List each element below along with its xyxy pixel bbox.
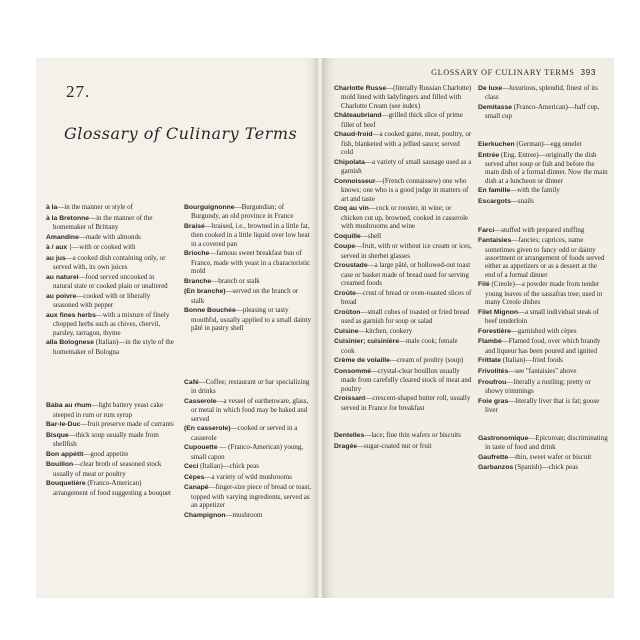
glossary-entry <box>478 103 608 121</box>
right-column-2 <box>478 84 608 474</box>
glossary-definition: (Italian)—in the style of the homemaker of Bologna <box>53 338 174 356</box>
glossary-definition: —pleasing or tasty mouthful, usually applied to a small dainty pâté in pastry shell <box>191 306 311 333</box>
glossary-definition: (Italian)—fried foods <box>501 356 563 365</box>
glossary-term: Bisque <box>46 431 69 439</box>
glossary-entry <box>478 434 608 452</box>
glossary-definition: —cooked with or liberally seasoned with pepper <box>53 291 151 310</box>
glossary-definition: —a vessel of earthenware, glass, or metal in which food may be baked and served <box>191 396 309 423</box>
glossary-entry <box>46 203 174 212</box>
glossary-entry <box>334 111 472 129</box>
glossary-term: Dragée <box>334 442 358 450</box>
chapter-number: 27. <box>66 82 91 101</box>
glossary-term: Frittate <box>478 357 502 365</box>
glossary-definition: —served on the branch or stalk <box>191 287 299 305</box>
glossary-term: Châteaubriand <box>334 112 382 120</box>
glossary-term: aux fines herbs <box>46 311 96 319</box>
glossary-definition: —snails <box>510 197 534 205</box>
glossary-term: Demitasse <box>478 104 513 111</box>
glossary-entry <box>46 450 174 459</box>
glossary-entry <box>334 289 472 307</box>
glossary-entry <box>478 226 608 235</box>
glossary-definition: —cooked or served in a casserole <box>191 424 298 442</box>
glossary-definition: —shell <box>360 231 382 240</box>
glossary-term: Fantaisies <box>478 237 512 245</box>
glossary-term: Filet Mignon <box>478 308 519 316</box>
glossary-entry <box>334 442 472 451</box>
glossary-term: Bon appétit <box>46 450 84 458</box>
glossary-term: Cèpes <box>184 473 205 481</box>
glossary-definition: —Burgundian; of Burgundy, an old province in France <box>191 203 294 221</box>
glossary-term: Farci <box>478 226 495 234</box>
glossary-definition: —good appetite <box>83 449 129 458</box>
glossary-entry <box>334 158 472 176</box>
glossary-entry <box>46 479 174 497</box>
glossary-term: Baba au rhum <box>46 402 92 410</box>
glossary-definition: —clear broth of seasoned stock usually of meat or poultry <box>53 460 162 478</box>
glossary-entry <box>334 327 472 336</box>
glossary-term: Amandine <box>46 233 79 241</box>
right-column-1 <box>334 84 472 452</box>
glossary-entry <box>334 308 472 326</box>
glossary-definition: —in the manner or style of <box>57 203 133 211</box>
glossary-entry <box>478 327 608 336</box>
glossary-definition: (Eng. Entree)—originally the dish served after soup or fish and before the main dish of a formal dinner. Now the main dish at a luncheon or dinner <box>485 150 608 185</box>
glossary-entry <box>46 401 174 419</box>
glossary-definition: —crystal-clear bouillon usually made from carefully cleared stock of meat and poultry <box>341 366 472 393</box>
glossary-definition: —a variety of wild mushrooms <box>204 472 292 481</box>
glossary-definition: —a large pâté, or hollowed-out toast case or basket made of bread used for serving creamed foods <box>341 261 471 288</box>
glossary-entry <box>478 367 608 376</box>
glossary-term: Bonne Bouchée <box>184 307 236 315</box>
glossary-entry <box>184 378 312 396</box>
glossary-definition: —Flamed food, over which brandy and liqueur has been poured and ignited <box>485 337 601 355</box>
glossary-entry <box>478 280 608 306</box>
glossary-definition: —made with almonds <box>78 232 141 241</box>
glossary-term: Filé <box>478 281 490 289</box>
glossary-entry <box>478 140 608 149</box>
section-gap <box>184 334 312 378</box>
glossary-term: Croûte <box>334 289 356 297</box>
glossary-definition: —with the family <box>510 186 560 195</box>
glossary-entry <box>478 236 608 279</box>
glossary-definition: —crescent-shaped butter roll, usually served in France for breakfast <box>341 394 471 412</box>
glossary-term: Connoisseur <box>334 177 376 185</box>
glossary-entry <box>334 242 472 260</box>
glossary-term: Casserole <box>184 397 217 405</box>
glossary-term: Bar-le-Duc <box>46 421 81 429</box>
glossary-term: Bourguignonne <box>184 204 235 211</box>
glossary-definition: —braised, i.e., browned in a little fat, then cooked in a little liquid over low heat in a covered pan <box>191 222 310 248</box>
glossary-term: Coquille <box>334 232 361 240</box>
glossary-entry <box>478 197 608 206</box>
glossary-term: (En casserole) <box>184 425 231 433</box>
glossary-term: Flambé <box>478 338 502 346</box>
glossary-entry <box>478 151 608 186</box>
glossary-definition: —finger-size piece of bread or toast, topped with varying ingredients, served as an appetizer <box>191 483 312 510</box>
running-head <box>431 68 596 77</box>
glossary-entry <box>334 130 472 156</box>
glossary-definition: —mushroom <box>225 510 263 519</box>
glossary-entry <box>334 337 472 355</box>
glossary-entry <box>46 460 174 478</box>
glossary-entry <box>478 378 608 396</box>
glossary-entry <box>478 308 608 326</box>
glossary-term: Canapé <box>184 484 209 492</box>
glossary-entry <box>478 186 608 195</box>
glossary-term: De luxe <box>478 85 503 92</box>
glossary-term: Braisé <box>184 223 205 230</box>
glossary-term: Champignon <box>184 511 226 519</box>
glossary-term: Coupe <box>334 243 356 251</box>
glossary-term: Forestière <box>478 327 511 335</box>
glossary-definition: —luxurious, splendid, finest of its class <box>485 84 598 102</box>
glossary-definition: (Franco-American)—half cup, small cup <box>485 103 600 121</box>
glossary-entry <box>184 222 312 248</box>
glossary-term: Cuisinier; cuisinière <box>334 338 399 346</box>
section-gap <box>478 122 608 140</box>
glossary-definition: —stuffed with prepared stuffing <box>494 225 585 234</box>
glossary-term: Escargots <box>478 198 511 205</box>
glossary-definition: —kitchen, cookery <box>358 326 413 335</box>
glossary-term: Bouillon <box>46 461 74 469</box>
glossary-term: Gastronomique <box>478 434 529 442</box>
section-gap <box>478 208 608 226</box>
glossary-entry <box>46 431 174 449</box>
glossary-entry <box>478 337 608 355</box>
glossary-entry <box>334 356 472 365</box>
glossary-definition: —a cooked dish containing only, or served with, its own juices <box>53 253 166 272</box>
glossary-entry <box>478 397 608 415</box>
glossary-entry <box>334 232 472 241</box>
glossary-entry <box>184 277 312 286</box>
glossary-entry <box>334 84 472 110</box>
glossary-term: Bouquetière <box>46 480 86 488</box>
glossary-term: Crème de volaille <box>334 357 390 365</box>
left-column-2 <box>184 203 312 521</box>
glossary-entry <box>184 483 312 509</box>
glossary-entry <box>46 214 174 232</box>
glossary-definition: —male cook; female cook <box>341 337 458 355</box>
glossary-entry <box>334 394 472 412</box>
glossary-term: Croûton <box>334 308 361 316</box>
glossary-definition: — (Franco-American) young, small capon <box>191 443 304 461</box>
glossary-term: au poivre <box>46 292 77 300</box>
glossary-definition: —Epicurean; discriminating in taste of food and drink <box>485 433 608 451</box>
page-number: 393 <box>580 68 596 77</box>
glossary-term: alla Bolognese <box>46 339 94 347</box>
glossary-definition: —thick soup usually made from shellfish <box>53 430 159 449</box>
glossary-definition: —a cooked game, meat, poultry, or fish, blanketed with a jellied sauce; served cold <box>341 130 472 157</box>
glossary-term: Dentelles <box>334 432 365 440</box>
glossary-definition: —lace; fine thin wafers or biscuits <box>364 431 461 440</box>
glossary-term: Croustade <box>334 262 368 270</box>
glossary-term: (En branche) <box>184 288 226 296</box>
glossary-term: Coq au vin <box>334 205 369 213</box>
running-head-title: GLOSSARY OF CULINARY TERMS <box>431 68 575 77</box>
glossary-entry <box>184 249 312 275</box>
glossary-entry <box>184 473 312 482</box>
glossary-term: Charlotte Russe <box>334 85 387 92</box>
glossary-term: à la Bretonne <box>46 214 90 222</box>
glossary-term: à la <box>46 204 58 211</box>
glossary-entry <box>184 203 312 221</box>
glossary-entry <box>184 424 312 442</box>
glossary-term: Entrée <box>478 151 500 159</box>
glossary-definition: —grilled thick slice of prime fillet of beef <box>341 111 463 129</box>
glossary-entry <box>46 311 174 337</box>
glossary-definition: —literally a rustling; pretty or showy trimmings <box>485 377 591 395</box>
glossary-entry <box>46 338 174 356</box>
glossary-definition: —thin, sweet wafer or biscuit <box>508 452 592 461</box>
glossary-term: à / aux <box>46 244 68 252</box>
glossary-definition: (Spanish)—chick peas <box>513 463 579 472</box>
glossary-definition: (Italian)—chick peas <box>198 462 259 471</box>
glossary-definition: —crust of bread or oven-toasted slices of bread <box>341 288 472 307</box>
glossary-entry <box>334 177 472 203</box>
glossary-definition: —garnished with cèpes <box>510 326 577 335</box>
glossary-definition: —cream of poultry (soup) <box>389 356 464 365</box>
glossary-entry <box>334 367 472 393</box>
glossary-term: Foie gras <box>478 397 509 405</box>
glossary-term: Cupouette <box>184 444 218 452</box>
right-page <box>322 58 614 598</box>
glossary-definition: —see "fantaisies" above <box>508 367 577 375</box>
glossary-entry <box>46 243 174 252</box>
section-gap <box>478 416 608 434</box>
glossary-entry <box>478 463 608 472</box>
glossary-entry <box>184 511 312 520</box>
glossary-definition: —famous sweet breakfast bun of France, made with yeast in a characteristic mold <box>191 249 311 276</box>
section-gap <box>334 413 472 431</box>
glossary-term: Brioche <box>184 250 210 258</box>
glossary-entry <box>334 261 472 287</box>
left-page <box>36 58 318 598</box>
glossary-definition: —cock or rooster, in wine; or chicken cut up, browned, cooked in casserole with mushrooms and wine <box>341 204 469 231</box>
glossary-entry <box>46 273 174 291</box>
glossary-definition: —(literally Russian Charlotte) mold lined with ladyfingers and filled with Charlotte Cream (see index) <box>341 84 472 110</box>
left-column-1 <box>46 203 174 498</box>
glossary-term: Froufrou <box>478 378 507 386</box>
glossary-entry <box>334 204 472 230</box>
glossary-term: Gaufrette <box>478 453 509 461</box>
glossary-term: En famille <box>478 187 511 195</box>
glossary-definition: —fruit preserve made of currants <box>80 420 174 429</box>
glossary-entry <box>184 287 312 305</box>
glossary-definition: —branch or stalk <box>211 276 260 285</box>
section-gap <box>46 357 174 401</box>
glossary-term: Ceci <box>184 463 199 471</box>
glossary-definition: (German)—egg omelet <box>514 140 582 148</box>
glossary-term: au jus <box>46 254 66 262</box>
glossary-entry <box>184 443 312 461</box>
glossary-entry <box>334 431 472 440</box>
glossary-term: Consommé <box>334 367 372 375</box>
glossary-definition: —literally liver that is fat; goose liver <box>485 396 600 414</box>
glossary-definition: —fancies; caprices, name sometimes given to fancy odd or dainty assortment or arrangement of foods served either as appetizers or as a dessert at the end of a formal dinner <box>485 236 605 279</box>
glossary-term: Garbanzos <box>478 464 514 472</box>
glossary-definition: —Coffee; restaurant or bar specializing in drinks <box>191 377 310 396</box>
glossary-definition: —food served uncooked in natural state or cooked plain or unaltered <box>53 272 168 291</box>
glossary-term: Frivolités <box>478 368 509 375</box>
glossary-definition: —a variety of small sausage used as a garnish <box>341 157 472 176</box>
glossary-term: Café <box>184 378 199 386</box>
glossary-entry <box>184 462 312 471</box>
glossary-entry <box>184 397 312 423</box>
glossary-term: Cuisine <box>334 327 359 335</box>
glossary-definition: —sugar-coated nut or fruit <box>357 441 432 450</box>
glossary-definition: —(French connaissew) one who knows; one who is a good judge in matters of art and taste <box>341 176 469 203</box>
glossary-entry <box>478 84 608 102</box>
glossary-definition: (Franco-American) arrangement of food suggesting a bouquet <box>53 479 171 497</box>
glossary-definition: —in the manner of the homemaker of Brittany <box>53 213 153 231</box>
glossary-entry <box>46 420 174 429</box>
glossary-term: Eierkuchen <box>478 141 515 148</box>
glossary-entry <box>46 254 174 272</box>
glossary-term: au naturel <box>46 273 79 281</box>
glossary-entry <box>184 306 312 332</box>
glossary-term: Croissant <box>334 395 366 403</box>
glossary-definition: (Creole)—a powder made from tender young leaves of the sassafras tree; used in many Creole dishes <box>485 280 603 307</box>
chapter-title: Glossary of Culinary Terms <box>64 124 298 143</box>
glossary-entry <box>46 292 174 310</box>
glossary-definition: —a small individual steak of beef tenderloin <box>485 307 599 326</box>
glossary-term: Chaud-froid <box>334 131 373 139</box>
glossary-definition: —small cubes of toasted or fried bread used as garnish for soup or salad <box>341 307 470 326</box>
glossary-definition: —light battery yeast cake steeped in rum or rum syrup <box>53 401 164 419</box>
glossary-definition: —fruit, with or without ice cream or ices, served in sherbet glasses <box>341 242 472 260</box>
glossary-term: Branche <box>184 277 212 285</box>
glossary-entry <box>46 233 174 242</box>
glossary-entry <box>478 356 608 365</box>
glossary-definition: —with a mixture of finely chopped herbs such as chives, chervil, parsley, tarragon, thyme <box>53 310 170 337</box>
glossary-term: Chipolata <box>334 158 365 166</box>
glossary-definition: }—with or cooked with <box>67 243 136 252</box>
glossary-entry <box>478 453 608 462</box>
